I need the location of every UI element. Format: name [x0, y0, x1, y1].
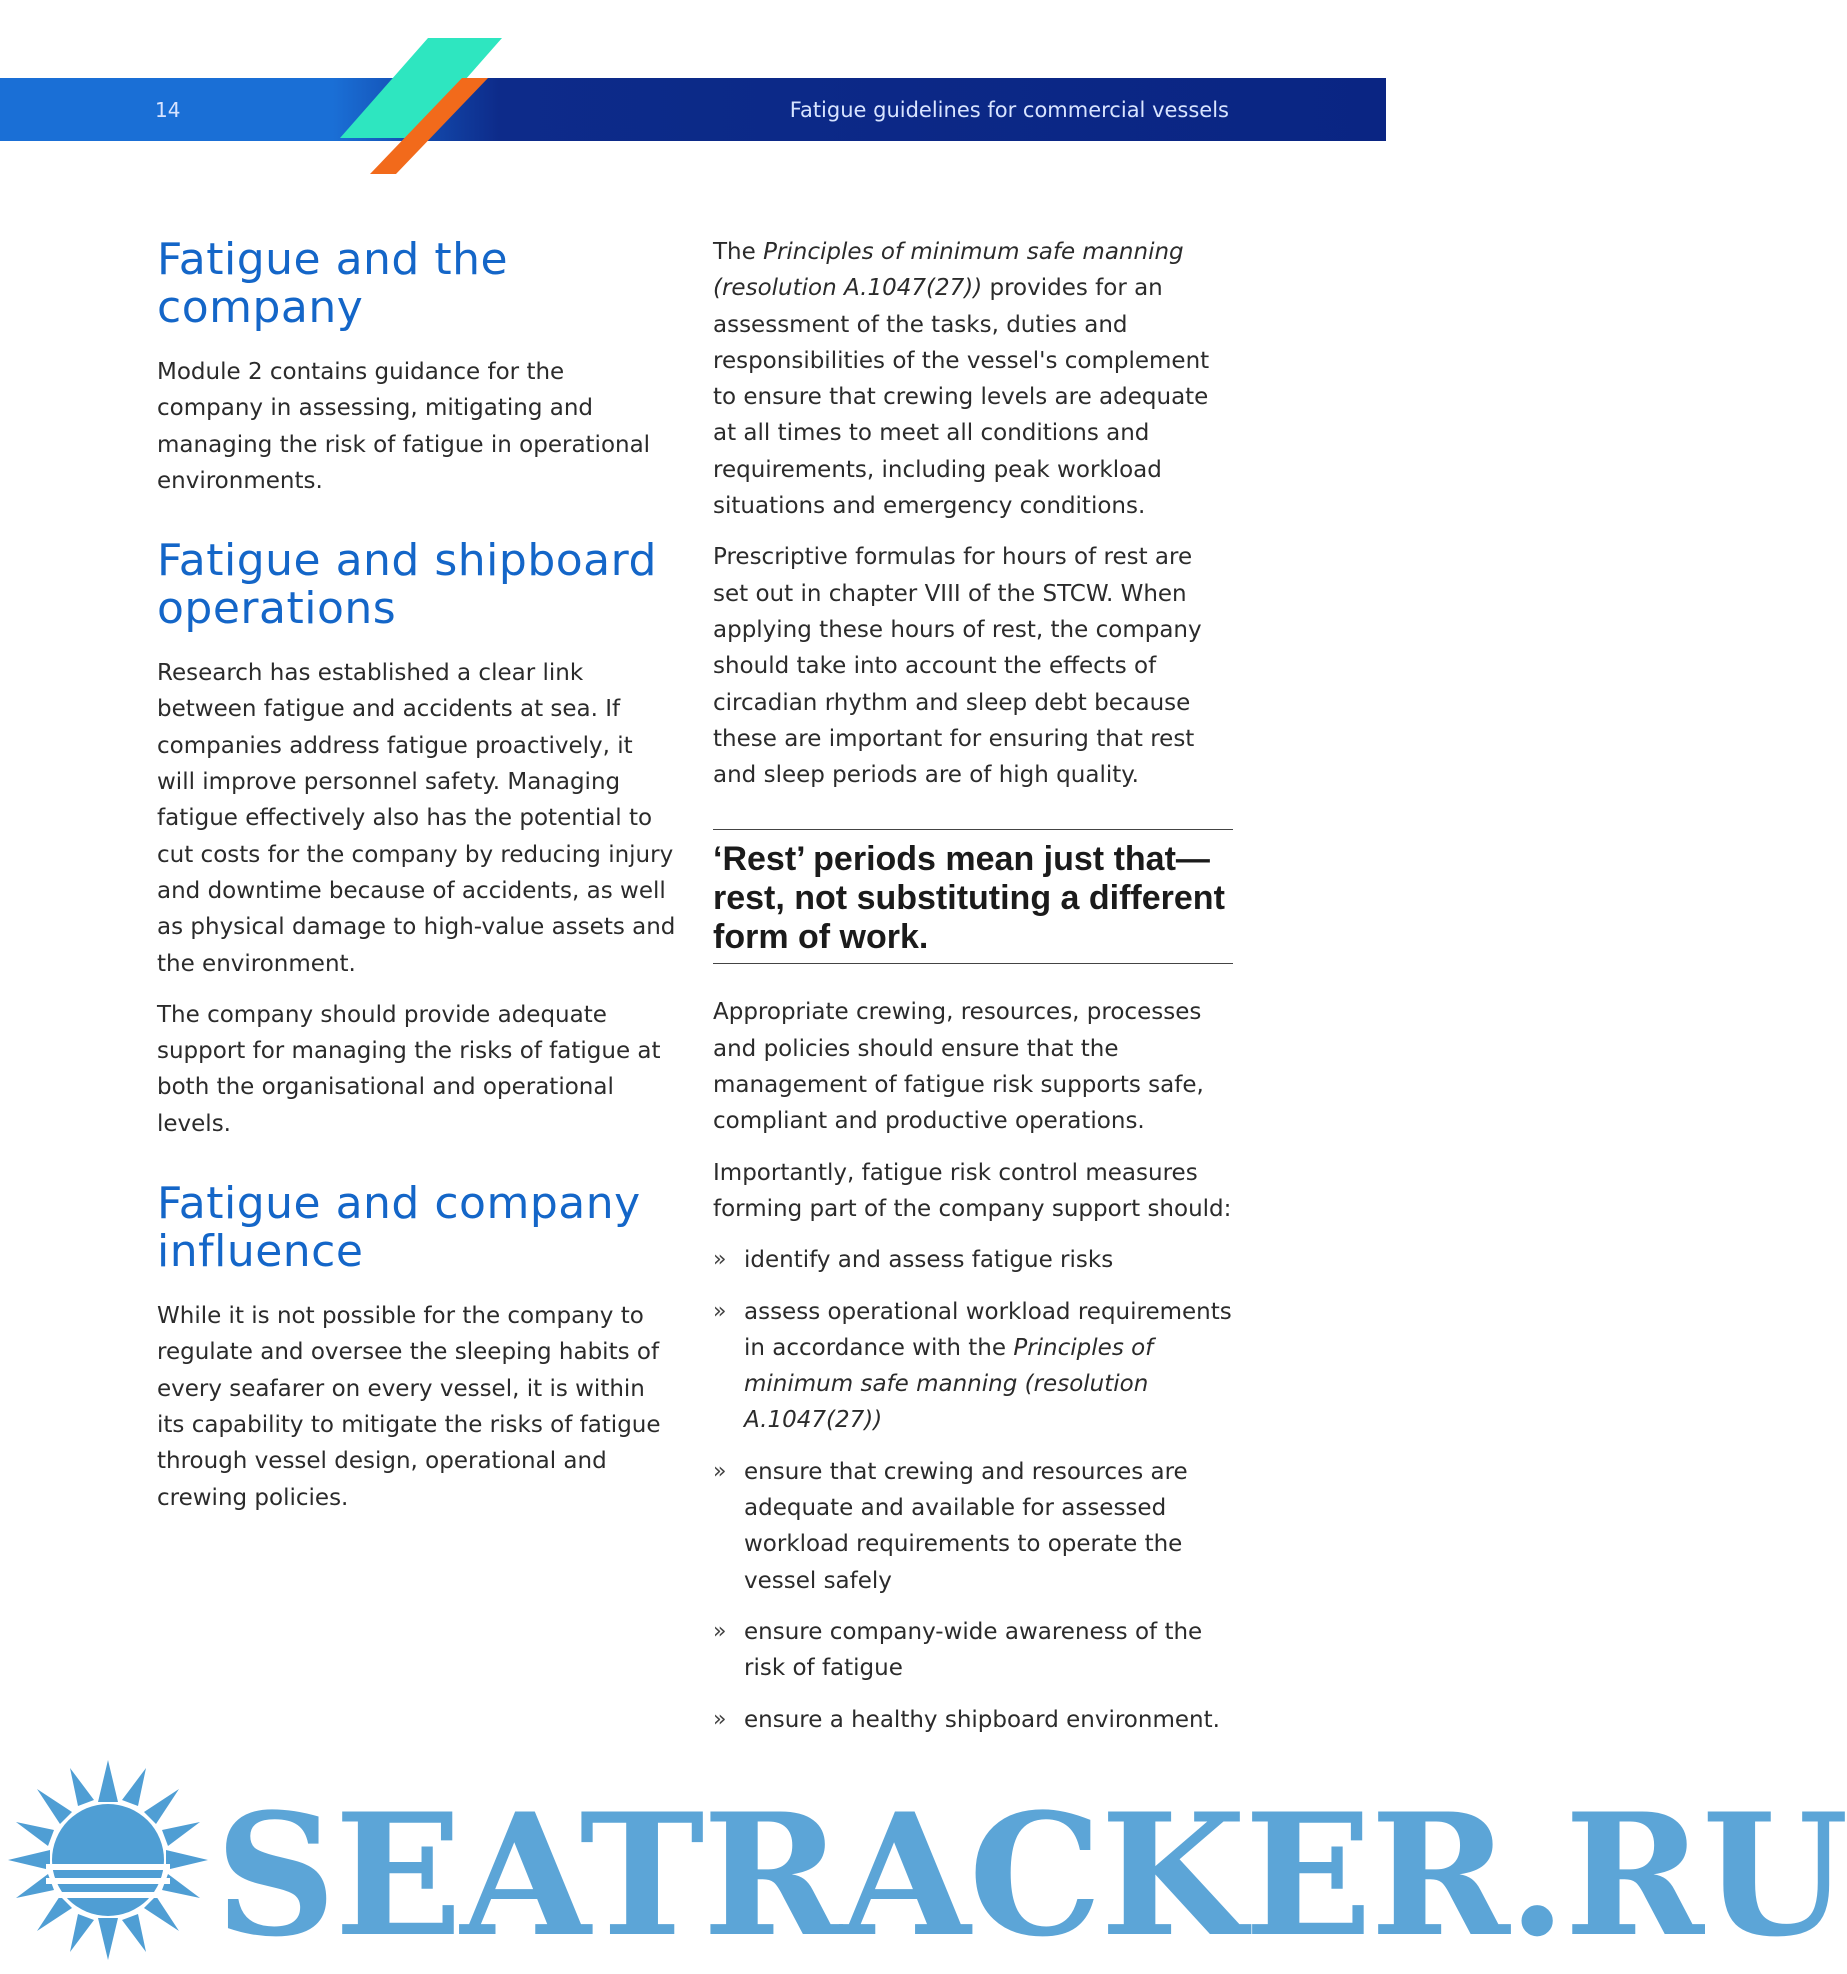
title-line: influence	[157, 1226, 364, 1278]
paragraph-appropriate-crewing: Appropriate crewing, resources, processes and policies should ensure that the management of fatigue risk supports safe, compliant and productive operations.	[713, 999, 1204, 1135]
watermark-text: SEATRACKER.RU	[215, 1776, 1847, 1974]
italic-reference: Principles of minimum safe manning (resolution A.1047(27))	[744, 1334, 1154, 1434]
list-item-text: ensure a healthy shipboard environment.	[744, 1706, 1220, 1733]
running-title: Fatigue guidelines for commercial vessels	[789, 98, 1229, 122]
list-item-text: identify and assess fatigue risks	[744, 1247, 1114, 1274]
section-title-fatigue-and-shipboard-operations	[157, 537, 677, 633]
italic-reference: Principles of minimum safe manning (resolution A.1047(27))	[713, 239, 1184, 302]
paragraph-research: Research has established a clear link between fatigue and accidents at sea. If companies address fatigue proactively, it will improve personnel safety. Managing fatigue effectively also has the potential to cut costs for the company by reducing injury and downtime because of accidents, as well as physical damage to high-value assets and the environment.	[157, 660, 676, 977]
control-measures-list	[713, 1242, 1233, 1738]
list-item	[713, 1294, 1233, 1439]
list-item-text: ensure company-wide awareness of the risk of fatigue	[744, 1618, 1203, 1682]
pull-quote	[713, 829, 1233, 964]
list-item-text: assess operational workload requirements in accordance with the	[744, 1298, 1232, 1361]
paragraph-prescriptive-formulas: Prescriptive formulas for hours of rest are set out in chapter VIII of the STCW. When applying these hours of rest, the company should take into account the effects of circadian rhythm and sleep debt because these are important for ensuring that rest and sleep periods are of high quality.	[713, 544, 1202, 789]
page-number: 14	[155, 98, 181, 122]
title-line: Fatigue and company	[157, 1178, 641, 1230]
section-title-fatigue-and-the-company	[157, 236, 677, 332]
paragraph-adequate-support: The company should provide adequate support for managing the risks of fatigue at both the organisational and operational levels.	[157, 1001, 661, 1137]
title-line: company	[157, 282, 364, 333]
list-item-text: ensure that crewing and resources are adequate and available for assessed workload requirements to operate the vessel safely	[744, 1458, 1188, 1594]
list-item	[713, 1614, 1233, 1687]
bullet-marker: »	[713, 1298, 727, 1324]
bullet-marker: »	[713, 1618, 727, 1644]
list-item	[713, 1702, 1233, 1738]
paragraph-module-2: Module 2 contains guidance for the company in assessing, mitigating and managing the risk of fatigue in operational environments.	[157, 359, 651, 494]
left-column	[157, 236, 677, 1516]
text-run: provides for an assessment of the tasks, duties and responsibilities of the vessel's complement to ensure that crewing levels are adequate at all times to meet all conditions and requirements, including peak workload situations and emergency conditions.	[713, 275, 1210, 520]
header-stripe-decoration	[320, 36, 510, 176]
title-line: operations	[157, 583, 397, 635]
paragraph-importantly: Importantly, fatigue risk control measures forming part of the company support should:	[713, 1159, 1232, 1222]
title-line: Fatigue and the	[157, 234, 509, 285]
paragraph-influence: While it is not possible for the company to regulate and oversee the sleeping habits of every seafarer on every vessel, it is within its capability to mitigate the risks of fatigue through vessel design, operational and crewing policies.	[157, 1303, 661, 1511]
right-column	[713, 234, 1233, 1753]
paragraph-minimum-safe-manning	[713, 234, 1233, 524]
title-line: Fatigue and shipboard	[157, 535, 657, 587]
bullet-marker: »	[713, 1706, 727, 1732]
section-title-fatigue-and-company-influence	[157, 1180, 677, 1276]
list-item	[713, 1242, 1233, 1278]
bullet-marker: »	[713, 1458, 727, 1484]
bullet-marker: »	[713, 1247, 727, 1273]
text-run: The	[713, 239, 764, 265]
list-item	[713, 1454, 1233, 1599]
pull-quote-text: ‘Rest’ periods mean just that—rest, not substituting a different form of work.	[713, 840, 1225, 957]
